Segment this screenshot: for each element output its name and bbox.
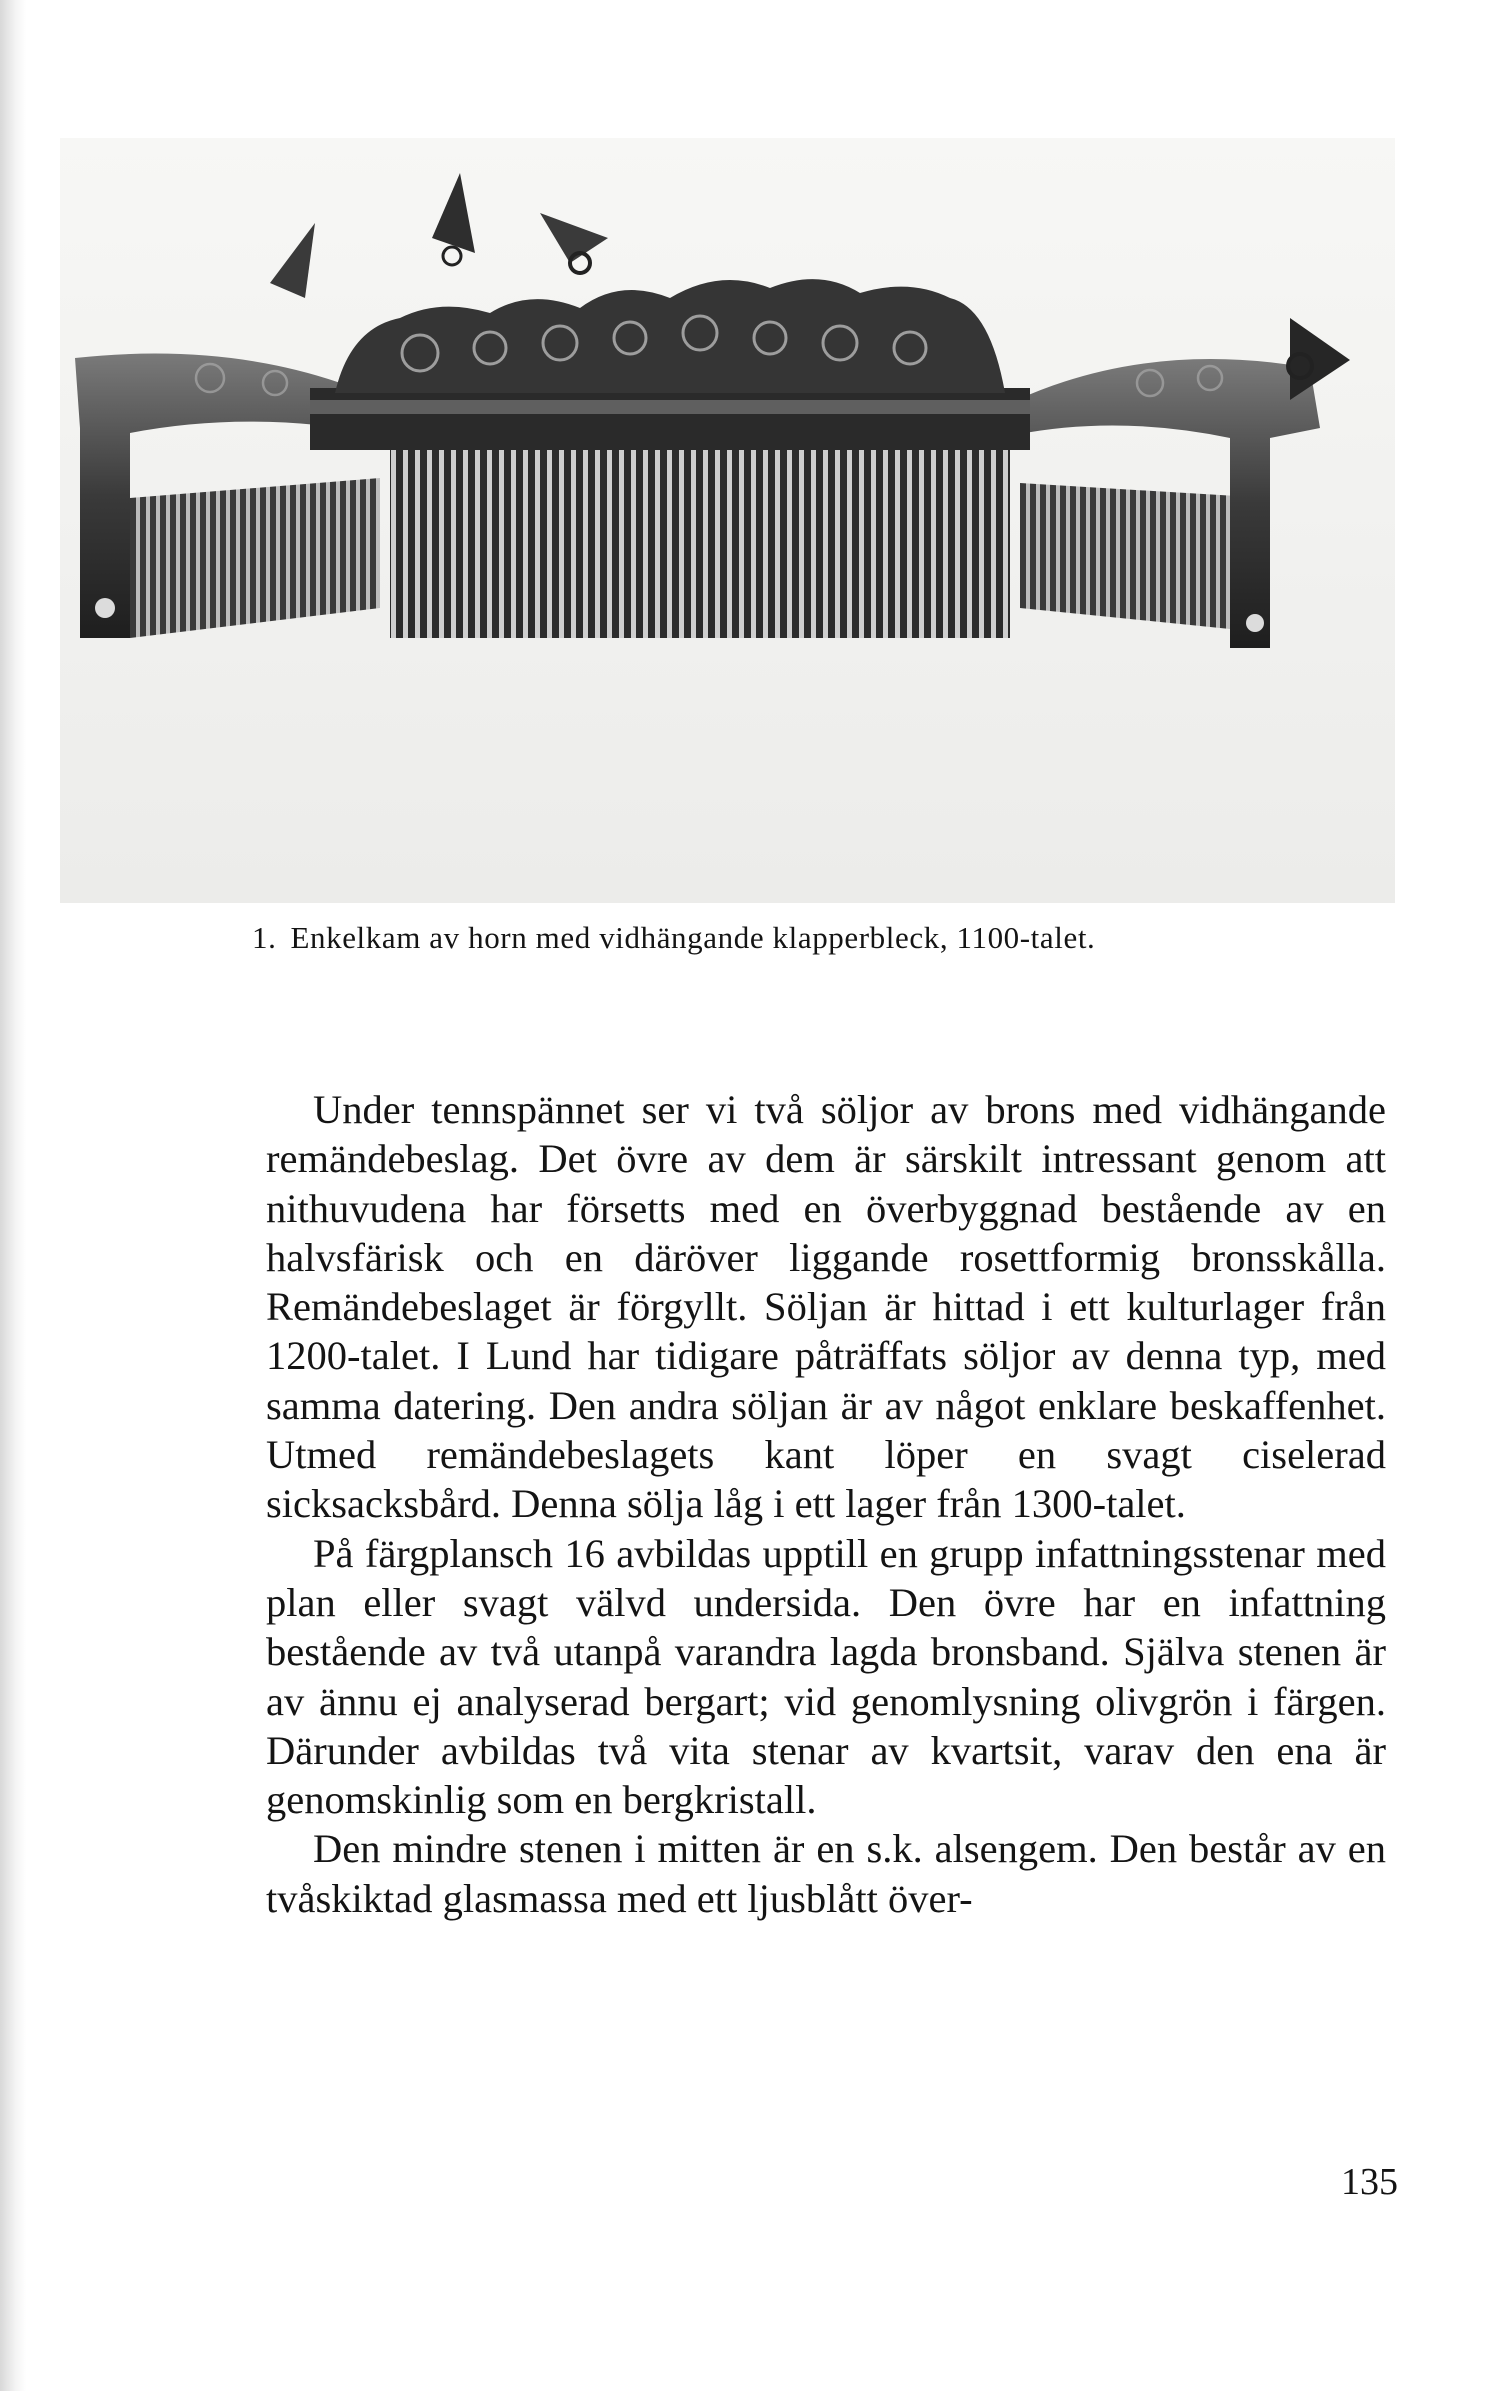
figure-caption-number: 1. (252, 920, 277, 955)
figure-caption (252, 920, 1352, 956)
comb-illustration (60, 138, 1395, 903)
page-edge-shadow (0, 0, 26, 2391)
body-text (266, 1085, 1386, 1923)
comb-photograph (60, 138, 1395, 903)
paragraph-3: Den mindre stenen i mitten är en s.k. alsengem. Den består av en tvåskiktad glasmassa med ett ljusblått över- (266, 1826, 1386, 1921)
page-number: 135 (1341, 2161, 1398, 2203)
figure-caption-text: Enkelkam av horn med vidhängande klapperbleck, 1100-talet. (290, 920, 1096, 955)
paragraph-1: Under tennspännet ser vi två söljor av brons med vidhängande remändebeslag. Det övre av dem är särskilt intressant genom att nithuvudena har försetts med en överbyggnad bestående av en halvsfärisk och en däröver liggande rosettformig bronsskålla. Remändebeslaget är förgyllt. Söljan är hittad i ett kulturlager från 1200-talet. I Lund har tidigare påträffats söljor av denna typ, med samma datering. Den andra söljan är av något enklare beskaffenhet. Utmed remändebeslagets kant löper en svagt ciselerad sicksacksbård. Denna sölja låg i ett lager från 1300-talet. (266, 1087, 1386, 1527)
paragraph-2: På färgplansch 16 avbildas upptill en grupp infattningsstenar med plan eller svagt välvd undersida. Den övre har en infattning bestående av två utanpå varandra lagda bronsband. Själva stenen är av ännu ej analyserad bergart; vid genomlysning olivgrön i färgen. Därunder avbildas två vita stenar av kvartsit, varav den ena är genomskinlig som en bergkristall. (266, 1530, 1386, 1823)
